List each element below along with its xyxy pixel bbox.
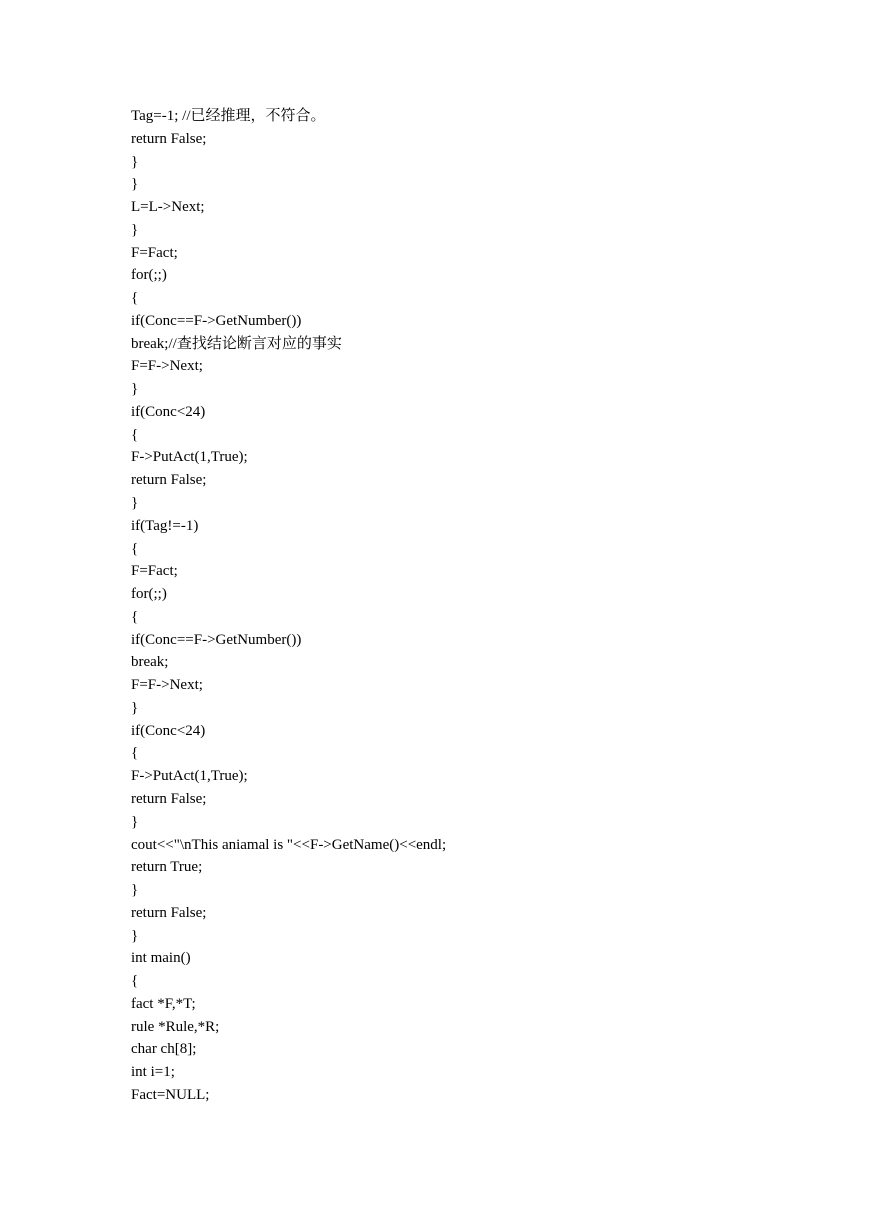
code-line: { [131,426,139,443]
code-listing [131,105,446,1107]
code-line: } [131,495,139,512]
code-line: F->PutAct(1,True); [131,768,248,785]
code-line: { [131,290,139,307]
code-line: } [131,381,139,398]
code-line: F=F->Next; [131,358,203,375]
code-line: return False; [131,790,207,807]
code-line: } [131,176,139,193]
code-line: return True; [131,859,203,876]
code-line: } [131,699,139,716]
code-line: F=F->Next; [131,677,203,694]
code-line: break;//查找结论断言对应的事实 [131,335,342,352]
code-line: for(;;) [131,586,167,603]
code-line: rule *Rule,*R; [131,1018,220,1035]
code-line: } [131,813,139,830]
code-line: { [131,608,139,625]
code-line: Tag=-1; //已经推理，不符合。 [131,108,326,124]
code-line: } [131,153,139,170]
code-line: if(Conc==F->GetNumber()) [131,631,302,648]
code-line: { [131,745,139,762]
code-line: F->PutAct(1,True); [131,449,248,466]
code-line: if(Tag!=-1) [131,517,199,534]
code-line: break; [131,654,169,671]
code-line: if(Conc<24) [131,722,206,739]
code-line: return False; [131,130,207,147]
code-line: if(Conc==F->GetNumber()) [131,312,302,329]
code-line: } [131,882,139,899]
code-line: for(;;) [131,267,167,284]
code-line: { [131,973,139,990]
code-line: return False; [131,904,207,921]
code-line: cout<<"\nThis aniamal is "<<F->GetName()<<endl; [131,836,447,853]
code-line: fact *F,*T; [131,995,196,1012]
code-line: Fact=NULL; [131,1086,210,1103]
code-line: if(Conc<24) [131,403,206,420]
code-line: } [131,927,139,944]
code-line: int main() [131,950,191,967]
code-line: char ch[8]; [131,1041,197,1058]
code-line: F=Fact; [131,563,178,580]
code-line: F=Fact; [131,244,178,261]
code-line: return False; [131,472,207,489]
code-line: int i=1; [131,1064,175,1081]
code-line: { [131,540,139,557]
code-line: L=L->Next; [131,199,205,216]
code-line: } [131,221,139,238]
